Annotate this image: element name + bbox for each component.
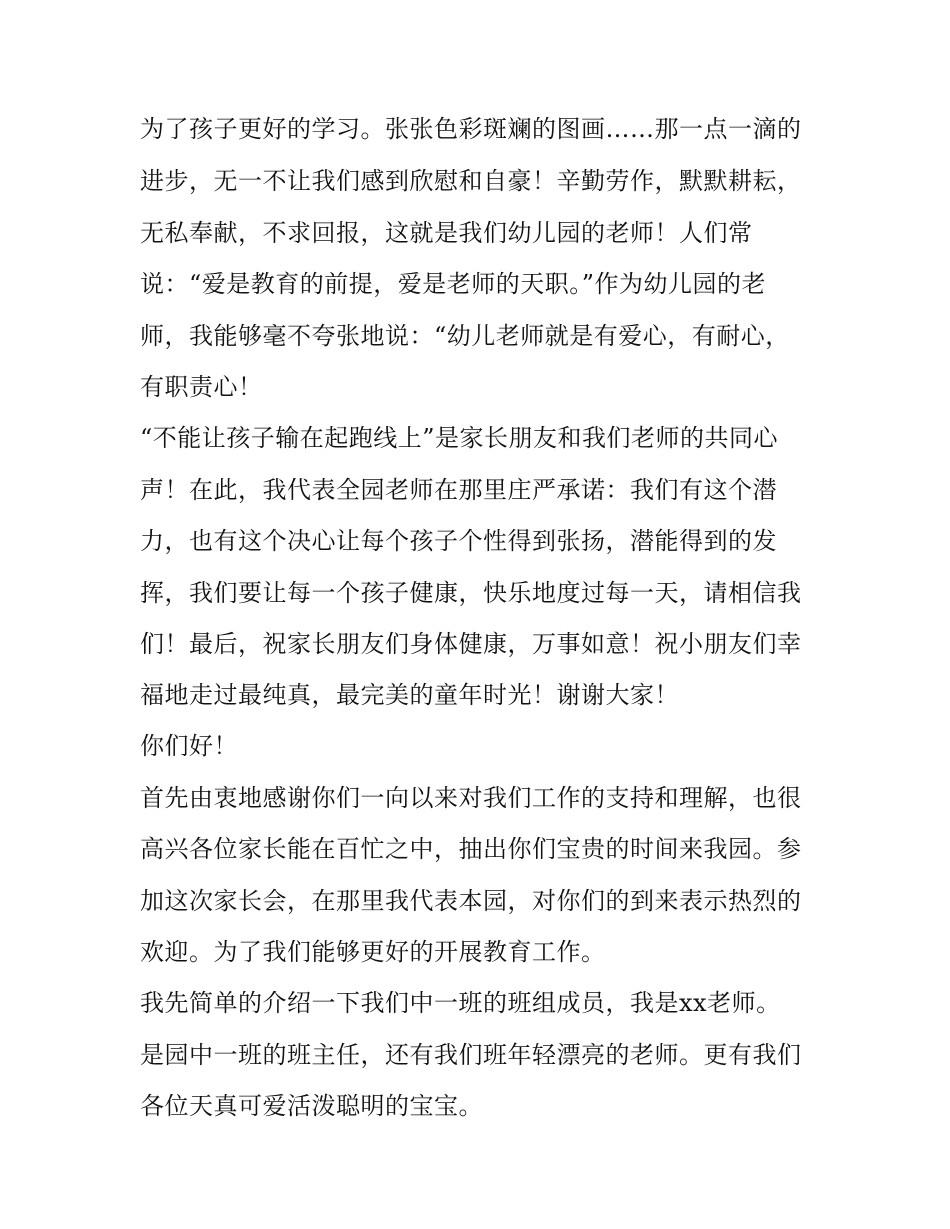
text-line: 师，我能够毫不夸张地说：“幼儿老师就是有爱心，有耐心， (140, 322, 790, 350)
text-line: 力，也有这个决心让每个孩子个性得到张扬，潜能得到的发 (140, 527, 777, 555)
text-line: 高兴各位家长能在百忙之中，抽出你们宝贵的时间来我园。参 (140, 835, 802, 863)
text-line: “不能让孩子输在起跑线上”是家长朋友和我们老师的共同心 (140, 424, 779, 452)
text-line: 首先由衷地感谢你们一向以来对我们工作的支持和理解，也很 (140, 784, 802, 812)
text-line: 各位天真可爱活泼聪明的宝宝。 (140, 1092, 483, 1120)
text-line: 你们好！ (140, 732, 238, 760)
text-line: 加这次家长会，在那里我代表本园，对你们的到来表示热烈的 (140, 887, 802, 915)
text-line: 有职责心！ (140, 373, 263, 401)
text-line: 欢迎。为了我们能够更好的开展教育工作。 (140, 938, 606, 966)
text-line: 进步，无一不让我们感到欣慰和自豪！辛勤劳作，默默耕耘， (140, 167, 802, 195)
text-line: 福地走过最纯真，最完美的童年时光！谢谢大家！ (140, 681, 679, 709)
text-line: 声！在此，我代表全园老师在那里庄严承诺：我们有这个潜 (140, 476, 777, 504)
text-line: 无私奉献，不求回报，这就是我们幼儿园的老师！人们常 (140, 219, 753, 247)
text-line: 是园中一班的班主任，还有我们班年轻漂亮的老师。更有我们 (140, 1041, 802, 1069)
text-line: 们！最后，祝家长朋友们身体健康，万事如意！祝小朋友们幸 (140, 630, 802, 658)
text-line: 挥，我们要让每一个孩子健康，快乐地度过每一天，请相信我 (140, 579, 802, 607)
text-line: 我先简单的介绍一下我们中一班的班组成员，我是xx老师。 (140, 989, 781, 1017)
text-line: 为了孩子更好的学习。张张色彩斑斓的图画……那一点一滴的 (140, 115, 802, 143)
text-line: 说：“爱是教育的前提，爱是老师的天职。”作为幼儿园的老 (140, 270, 767, 298)
